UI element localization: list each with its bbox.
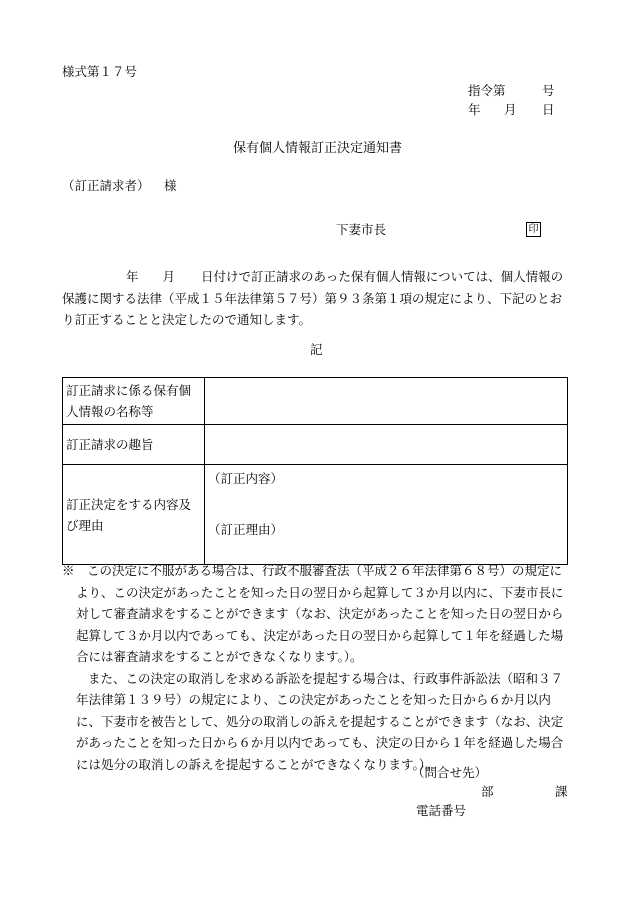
note-para1: ※ この決定に不服がある場合は、行政不服審査法（平成２６年法律第６８号）の規定により、この決定があったことを知った日の翌日から起算して３か月以内に、下妻市長に対して審査請求をすることができます（なお、決定があったことを知った日の翌日から起算して３か月以内であっても、決定があった日の翌日から起算して１年を経過した場合には審査請求をすることができなくなります。）。 xyxy=(62,563,564,664)
table-row xyxy=(63,425,568,465)
intro-text-rest: 保護に関する法律（平成１５年法律第５７号）第９３条第１項の規定により、下記のとおり訂正することと決定したので通知します。 xyxy=(62,290,563,327)
issuer-name: 下妻市長 xyxy=(336,222,387,237)
date-year: 年 xyxy=(468,102,481,117)
recipient-honorific: 様 xyxy=(164,178,177,193)
form-number: 様式第１７号 xyxy=(62,64,138,79)
row2-label: 訂正請求の趣旨 xyxy=(63,425,205,465)
row3-sub-reason: （訂正理由） xyxy=(208,522,284,537)
date-month: 月 xyxy=(504,102,517,117)
intro-month: 月 xyxy=(162,269,176,284)
contact-phone: 電話番号 xyxy=(416,803,467,818)
date-day: 日 xyxy=(542,102,555,117)
contact-label: （問合せ先） xyxy=(412,765,488,780)
table-row xyxy=(63,378,568,425)
note-para2: また、この決定の取消しを求める訴訟を提起する場合は、行政事件訴訟法（昭和３７年法律第１３９号）の規定により、この決定があったことを知った日から６か月以内に、下妻市を被告として、処分の取消しの訴えを提起することができます（なお、決定があったことを知った日から６か月以内であっても、決定の日から１年を経過した場合には処分の取消しの訴えを提起することができなくなります。）。 xyxy=(76,670,564,772)
seal-mark: 印 xyxy=(526,222,541,237)
row3-sub-content: （訂正内容） xyxy=(208,471,284,486)
row1-label: 訂正請求に係る保有個人情報の名称等 xyxy=(63,378,205,425)
ki-heading: 記 xyxy=(310,342,323,357)
row2-value xyxy=(205,425,568,465)
intro-text-line1: 日付けで訂正請求のあった保有個人情報については、個人情報の xyxy=(201,269,564,284)
intro-paragraph xyxy=(62,266,570,331)
row3-label: 訂正決定をする内容及び理由 xyxy=(63,465,205,565)
intro-year: 年 xyxy=(126,269,139,284)
table-row xyxy=(63,465,568,565)
ref-suffix: 号 xyxy=(542,83,555,98)
notes-section xyxy=(62,560,570,775)
recipient-label: （訂正請求者） xyxy=(62,178,150,193)
row1-value xyxy=(205,378,568,425)
decision-table xyxy=(62,377,568,565)
ref-prefix: 指令第 xyxy=(468,83,506,98)
contact-dept: 部 xyxy=(481,784,494,799)
row3-value xyxy=(205,465,568,565)
note-mark: ※ xyxy=(62,563,75,578)
document-title: 保有個人情報訂正決定通知書 xyxy=(233,141,403,156)
contact-section: 課 xyxy=(555,784,568,799)
